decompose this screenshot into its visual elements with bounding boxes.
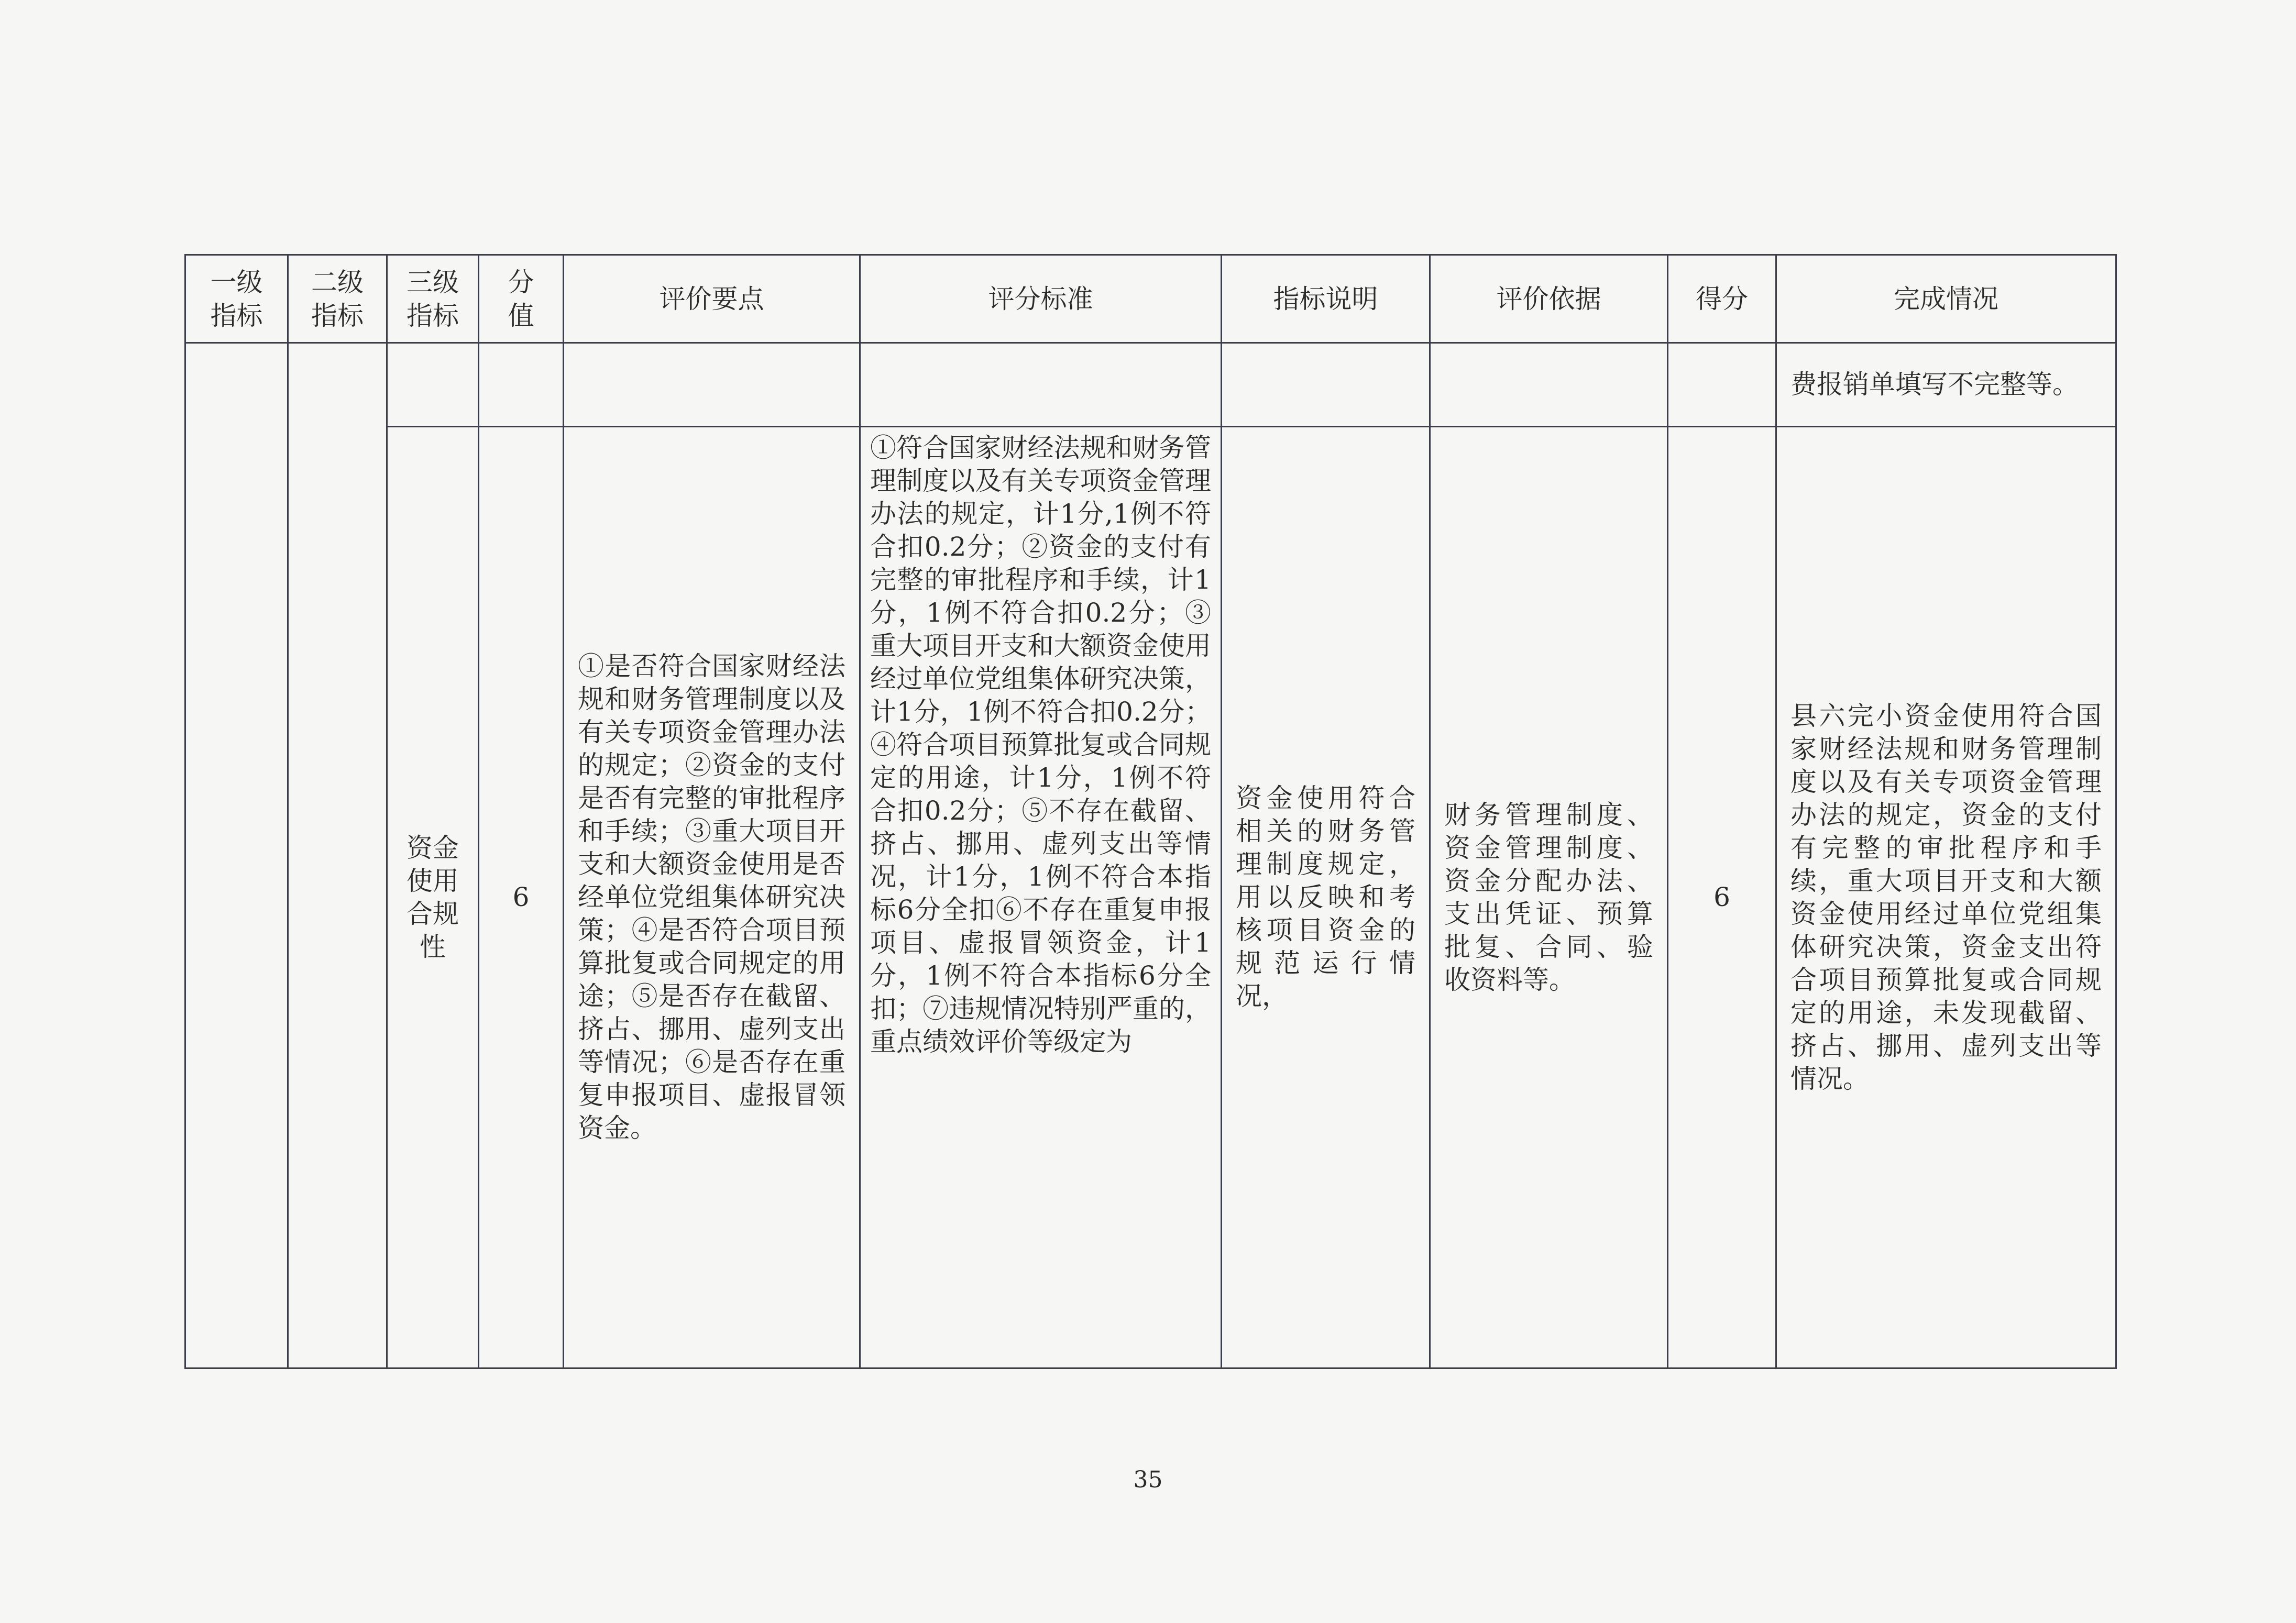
header-criteria: 评分标准 bbox=[860, 255, 1222, 343]
description-cell-continued bbox=[1222, 343, 1430, 427]
criteria-cell-continued bbox=[860, 343, 1222, 427]
header-level1: 一级 指标 bbox=[185, 255, 288, 343]
key-points-cell: ①是否符合国家财经法规和财务管理制度以及有关专项资金管理办法的规定；②资金的支付是否有完整的审批程序和手续；③重大项目开支和大额资金使用是否经单位党组集体研究决策；④是否符合项目预算批复或合同规定的用途；⑤是否存在截留、挤占、挪用、虚列支出等情况；⑥是否存在重复申报项目、虚报冒领资金。 bbox=[564, 427, 860, 1368]
evaluation-table bbox=[184, 254, 2117, 1369]
score-cell: 6 bbox=[1668, 427, 1776, 1368]
level3-cell-continued bbox=[387, 343, 479, 427]
header-score-value: 分 值 bbox=[479, 255, 564, 343]
score-value-cell: 6 bbox=[479, 427, 564, 1368]
level2-cell bbox=[288, 343, 387, 1368]
header-basis: 评价依据 bbox=[1430, 255, 1668, 343]
header-score: 得分 bbox=[1668, 255, 1776, 343]
header-level2: 二级 指标 bbox=[288, 255, 387, 343]
header-level3: 三级 指标 bbox=[387, 255, 479, 343]
continued-row bbox=[185, 343, 2116, 427]
header-description: 指标说明 bbox=[1222, 255, 1430, 343]
criteria-text: ①符合国家财经法规和财务管理制度以及有关专项资金管理办法的规定，计1分,1例不符合扣0.2分；②资金的支付有完整的审批程序和手续，计1分，1例不符合扣0.2分；③重大项目开支和大额资金使用经过单位党组集体研究决策，计1分，1例不符合扣0.2分；④符合项目预算批复或合同规定的用途，计1分，1例不符合扣0.2分；⑤不存在截留、挤占、挪用、虚列支出等情况，计1分，1例不符合本指标6分全扣⑥不存在重复申报项目、虚报冒领资金，计1分，1例不符合本指标6分全扣；⑦违规情况特别严重的，重点绩效评价等级定为 bbox=[870, 433, 1211, 1057]
table-row bbox=[185, 427, 2116, 1368]
completion-cell-continued: 费报销单填写不完整等。 bbox=[1776, 343, 2116, 427]
basis-cell-continued bbox=[1430, 343, 1668, 427]
level3-cell: 资金 使用 合规 性 bbox=[387, 427, 479, 1368]
score-cell-continued bbox=[1668, 343, 1776, 427]
page-number: 35 bbox=[1133, 1466, 1163, 1493]
header-completion: 完成情况 bbox=[1776, 255, 2116, 343]
key-points-cell-continued bbox=[564, 343, 860, 427]
header-key-points: 评价要点 bbox=[564, 255, 860, 343]
criteria-cell bbox=[860, 427, 1222, 1368]
basis-cell: 财务管理制度、资金管理制度、资金分配办法、支出凭证、预算批复、合同、验收资料等。 bbox=[1430, 427, 1668, 1368]
description-cell: 资金使用符合相关的财务管理制度规定，用以反映和考核项目资金的规范运行情况， bbox=[1222, 427, 1430, 1368]
level1-cell bbox=[185, 343, 288, 1368]
score-value-cell-continued bbox=[479, 343, 564, 427]
header-row bbox=[185, 255, 2116, 343]
completion-cell: 县六完小资金使用符合国家财经法规和财务管理制度以及有关专项资金管理办法的规定，资金的支付有完整的审批程序和手续，重大项目开支和大额资金使用经过单位党组集体研究决策，资金支出符合项目预算批复或合同规定的用途，未发现截留、挤占、挪用、虚列支出等情况。 bbox=[1776, 427, 2116, 1368]
